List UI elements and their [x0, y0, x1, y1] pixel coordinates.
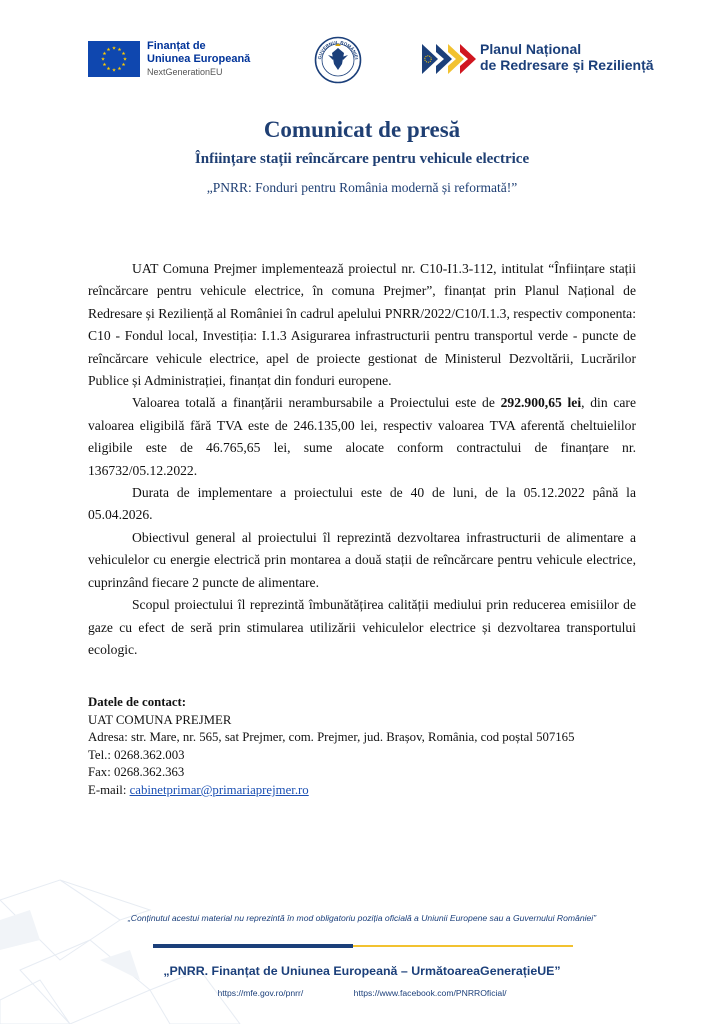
- paragraph-duration: Durata de implementare a proiectului este de 40 de luni, de la 05.12.2022 până la 05.04.2026.: [88, 485, 636, 523]
- government-seal-icon: [314, 36, 362, 84]
- footer-disclaimer: „Conținutul acestui material nu reprezintă în mod obligatoriu poziția oficială a Uniunii Europene sau a Guvernului României”: [127, 913, 597, 923]
- footer-link-mfe[interactable]: https://mfe.gov.ro/pnrr/: [217, 988, 304, 998]
- contact-org: UAT COMUNA PREJMER: [88, 712, 232, 727]
- email-link[interactable]: cabinetprimar@primariaprejmer.ro: [129, 782, 309, 797]
- contact-fax: Fax: 0268.362.363: [88, 765, 185, 780]
- seal-text: GUVERNUL ROMÂNIEI: [317, 39, 359, 60]
- page-title: Comunicat de presă: [263, 117, 461, 142]
- press-release-body: [88, 258, 636, 661]
- pnrr-title: [480, 41, 680, 73]
- eu-funding-logo: [147, 40, 277, 79]
- eu-line1: Finanțat de: [147, 40, 206, 52]
- eu-flag-icon: [88, 41, 140, 77]
- contact-block: [88, 694, 648, 800]
- eu-line3: NextGenerationEU: [147, 67, 223, 77]
- pnrr-logo-icon: [422, 42, 476, 76]
- footer-links: [0, 988, 724, 998]
- page-subtitle: Înființare stații reîncărcare pentru vehicule electrice: [194, 151, 530, 167]
- paragraph-purpose: Scopul proiectului îl reprezintă îmbunătățirea calității mediului prin reducerea emisiilor de gaze cu efect de seră prin stimularea utilizării vehiculelor electrice și dezvoltarea transportului ecologic.: [88, 597, 636, 657]
- footer-decoration: [0, 860, 260, 1024]
- pnrr-line1: Planul Național: [480, 41, 582, 57]
- contact-tel: Tel.: 0268.362.003: [88, 747, 185, 762]
- eu-line2: Uniunea Europeană: [147, 53, 251, 65]
- footer-bar-yellow: [353, 945, 573, 947]
- contact-email-row: [88, 782, 648, 800]
- paragraph-project: UAT Comuna Prejmer implementează proiectul nr. C10-I1.3-112, intitulat “Înființare stații reîncărcare pentru vehicule electrice, în comuna Prejmer”, finanțat prin Planul Național de Redresare și Reziliență al României în cadrul apelului PNRR/2022/C10/I.1.3, respectiv componenta: C10 - Fondul local, Investiția: I.1.3 Asigurarea infrastructurii pentru transportul verde - puncte de reîncărcare vehicule electrice, apel de proiecte gestionat de Ministerul Dezvoltării, Lucrărilor Publice și Administrației, finanțat din fonduri europene.: [88, 261, 636, 389]
- footer-link-facebook[interactable]: https://www.facebook.com/PNRROficial/: [353, 988, 507, 998]
- footer-title: „PNRR. Finanțat de Uniunea Europeană – UrmătoareaGenerațieUE”: [163, 964, 561, 978]
- paragraph-objective: Obiectivul general al proiectului îl reprezintă dezvoltarea infrastructurii de alimentare a vehiculelor cu energie electrică prin montarea a două stații de reîncărcare pentru vehicule electrice, cuprinzând fiecare 2 puncte de alimentare.: [88, 529, 636, 590]
- footer-bar-blue: [153, 944, 353, 948]
- email-label: E-mail:: [88, 782, 130, 797]
- pnrr-line2: de Redresare și Reziliență: [480, 57, 654, 73]
- contact-address: Adresa: str. Mare, nr. 565, sat Prejmer, com. Prejmer, jud. Brașov, România, cod poștal 507165: [88, 730, 575, 745]
- paragraph-financing: Valoarea totală a finanțării nerambursabile a Proiectului este de 292.900,65 lei, din care valoarea eligibilă fără TVA este de 246.135,00 lei, respectiv valoarea TVA aferentă cheltuielilor eligibile este de 46.765,65 lei, sume alocate conform contractului de finanțare nr. 136732/05.12.2022.: [88, 395, 636, 478]
- total-amount: 292.900,65 lei: [500, 395, 582, 411]
- slogan: „PNRR: Fonduri pentru România modernă și reformată!”: [206, 180, 518, 195]
- contact-heading: Datele de contact:: [88, 695, 187, 709]
